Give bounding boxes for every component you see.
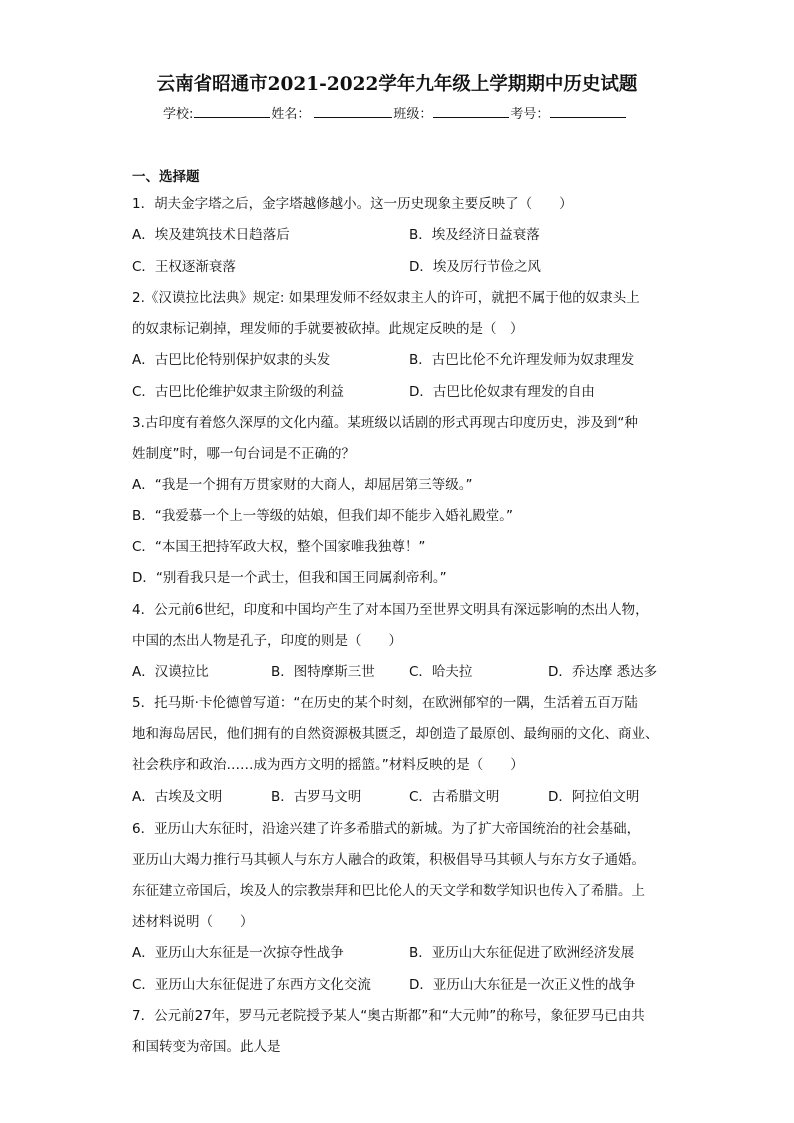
q2-option-d[interactable]: D．古巴比伦奴隶有理发的自由 (409, 384, 595, 400)
name-label: 姓名： (271, 107, 311, 122)
q6-option-c[interactable]: C．亚历山大东征促进了东西方文化交流 (132, 977, 371, 993)
q6-option-d[interactable]: D．亚历山大东征是一次正义性的战争 (409, 977, 636, 993)
q1-option-d[interactable]: D．埃及厉行节俭之风 (409, 259, 541, 275)
question-7-line-2: 和国转变为帝国。此人是 (132, 1039, 281, 1055)
name-blank[interactable] (314, 105, 392, 118)
question-1-line-1: 1．胡夫金字塔之后，金字塔越修越小。这一历史现象主要反映了（ ） (132, 196, 573, 212)
student-info-row (163, 103, 627, 122)
q3-option-a[interactable]: A．“我是一个拥有万贯家财的大商人，却屈居第三等级。” (132, 477, 473, 493)
question-2-line-1: 2.《汉谟拉比法典》规定: 如果理发师不经奴隶主人的许可，就把不属于他的奴隶头上 (132, 290, 640, 306)
question-6-line-4: 述材料说明（ ） (132, 914, 254, 930)
question-5-line-2: 地和海岛居民，他们拥有的自然资源极其匮乏，却创造了最原创、最绚丽的文化、商业、 (132, 726, 659, 742)
question-4-line-1: 4．公元前6世纪，印度和中国均产生了对本国乃至世界文明具有深远影响的杰出人物， (132, 602, 649, 618)
question-4-line-2: 中国的杰出人物是孔子，印度的则是（ ） (132, 633, 402, 649)
q1-option-b[interactable]: B．埃及经济日益衰落 (409, 227, 540, 243)
q5-option-c[interactable]: C．古希腊文明 (409, 789, 500, 805)
q4-option-c[interactable]: C．哈夫拉 (409, 664, 473, 680)
q4-option-b[interactable]: B．图特摩斯三世 (271, 664, 375, 680)
class-label: 班级： (393, 107, 433, 122)
q2-option-c[interactable]: C．古巴比伦维护奴隶主阶级的利益 (132, 384, 344, 400)
school-blank[interactable] (194, 105, 270, 118)
question-6-line-2: 亚历山大竭力推行马其顿人与东方人融合的政策，积极倡导马其顿人与东方女子通婚。 (132, 852, 645, 868)
class-blank[interactable] (433, 105, 509, 118)
q5-option-b[interactable]: B．古罗马文明 (271, 789, 362, 805)
q6-option-b[interactable]: B．亚历山大东征促进了欧洲经济发展 (409, 945, 635, 961)
q4-option-d[interactable]: D．乔达摩 悉达多 (548, 664, 658, 680)
q2-option-a[interactable]: A．古巴比伦特别保护奴隶的头发 (132, 352, 331, 368)
q3-option-b[interactable]: B．“我爱慕一个上一等级的姑娘，但我们却不能步入婚礼殿堂。” (132, 508, 513, 524)
q6-option-a[interactable]: A．亚历山大东征是一次掠夺性战争 (132, 945, 344, 961)
q3-option-c[interactable]: C．“本国王把持军政大权，整个国家唯我独尊！” (132, 539, 426, 555)
q5-option-d[interactable]: D．阿拉伯文明 (548, 789, 640, 805)
question-6-line-3: 东征建立帝国后，埃及人的宗教崇拜和巴比伦人的天文学和数学知识也传入了希腊。上 (132, 883, 645, 899)
question-2-line-2: 的奴隶标记剃掉，理发师的手就要被砍掉。此规定反映的是（ ） (132, 321, 524, 337)
q5-option-a[interactable]: A．古埃及文明 (132, 789, 223, 805)
question-7-line-1: 7．公元前27年，罗马元老院授予某人“奥古斯都”和“大元帅”的称号，象征罗马已由共 (132, 1008, 645, 1024)
q4-option-a[interactable]: A．汉谟拉比 (132, 664, 209, 680)
q2-option-b[interactable]: B．古巴比伦不允许理发师为奴隶理发 (409, 352, 635, 368)
q3-option-d[interactable]: D．“别看我只是一个武士，但我和国王同属刹帝利。” (132, 570, 447, 586)
q1-option-a[interactable]: A．埃及建筑技术日趋落后 (132, 227, 290, 243)
q1-option-c[interactable]: C．王权逐渐衰落 (132, 259, 236, 275)
question-5-line-3: 社会秩序和政治……成为西方文明的摇篮。”材料反映的是（ ） (132, 757, 524, 773)
number-label: 考号： (510, 107, 550, 122)
question-5-line-1: 5．托马斯·卡伦德曾写道：“在历史的某个时刻，在欧洲郁窄的一隅，生活着五百万陆 (132, 695, 638, 711)
number-blank[interactable] (550, 105, 626, 118)
school-label: 学校: (163, 107, 194, 122)
question-3-line-1: 3.古印度有着悠久深厚的文化内蕴。某班级以话剧的形式再现古印度历史，涉及到“种 (132, 415, 638, 431)
question-6-line-1: 6．亚历山大东征时，沿途兴建了许多希腊式的新城。为了扩大帝国统治的社会基础， (132, 821, 641, 837)
question-3-line-2: 姓制度”时，哪一句台词是不正确的？ (132, 446, 355, 462)
page-title: 云南省昭通市2021-2022学年九年级上学期期中历史试题 (156, 74, 638, 95)
section-title: 一、选择题 (132, 169, 200, 185)
